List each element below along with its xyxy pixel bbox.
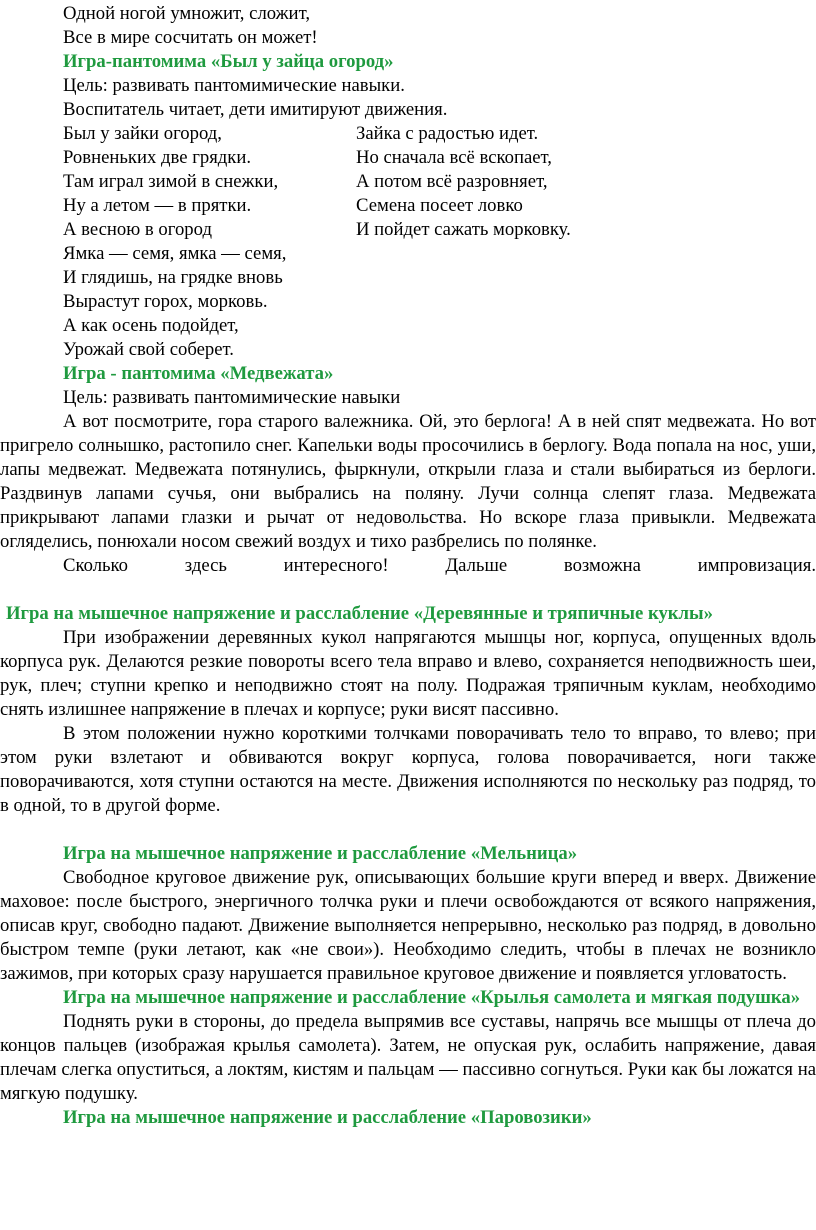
intro-text: Воспитатель читает, дети имитируют движения. [63,99,448,120]
poem-row [0,146,816,170]
poem-right: Но сначала всё вскопает, [356,147,552,168]
poem-left: А весною в огород [63,219,212,240]
poem-line: И глядишь, на грядке вновь [63,267,283,288]
body-paragraph: В этом положении нужно короткими толчками поворачивать тело то вправо, то влево; при этом руки взлетают и обвиваются вокруг корпуса, голова поворачивается, ноги также поворачиваются, хотя ступни остаются на месте. Движения исполняются по нескольку раз подряд, то в одной, то в другой форме. [0,723,816,816]
poem-left: Был у зайки огород, [63,123,222,144]
poem-left: Ровненьких две грядки. [63,147,252,168]
poem-line: Одной ногой умножит, сложит, [63,3,310,24]
body-paragraph: Свободное круговое движение рук, описывающих большие круги вперед и вверх. Движение маховое: после быстрого, энергичного толчка руки и плечи освобождаются от всякого напряжения, описав круг, свободно падают. Движение выполняется непрерывно, несколько раз подряд, в довольно быстром темпе (руки летают, как «не свои»). Необходимо следить, чтобы в плечах не возникло зажимов, при которых сразу нарушается правильное круговое движение и появляется угловатость. [0,867,816,984]
poem-row [0,194,816,218]
poem-right: Семена посеет ловко [356,195,523,216]
section-heading: Игра на мышечное напряжение и расслабление «Мельница» [63,843,578,864]
poem-right: И пойдет сажать морковку. [356,219,571,240]
poem-row [0,170,816,194]
body-paragraph: А вот посмотрите, гора старого валежника. Ой, это берлога! А в ней спят медвежата. Но вот пригрело солнышко, растопило снег. Капельки воды просочились в берлогу. Вода попала на нос, уши, лапы медвежат. Медвежата потянулись, фыркнули, открыли глаза и стали выбираться из берлоги. Раздвинув лапами сучья, они выбрались на поляну. Лучи солнца слепят глаза. Медвежата прикрывают лапами глазки и рычат от недовольства. Но вскоре глаза привыкли. Медвежата огляделись, понюхали носом свежий воздух и тихо разбрелись по полянке. [0,411,816,552]
goal-text: Цель: развивать пантомимические навыки. [63,75,405,96]
poem-row [0,122,816,146]
section-heading: Игра-пантомима «Был у зайца огород» [63,51,394,72]
poem-line: Урожай свой соберет. [63,339,234,360]
section-heading: Игра на мышечное напряжение и расслабление «Паровозики» [63,1107,592,1128]
poem-line: Ямка — семя, ямка — семя, [63,243,287,264]
poem-left: Ну а летом — в прятки. [63,195,252,216]
poem-line: А как осень подойдет, [63,315,239,336]
goal-text: Цель: развивать пантомимические навыки [63,387,401,408]
body-paragraph: Поднять руки в стороны, до предела выпрямив все суставы, напрячь все мышцы от плеча до концов пальцев (изображая крылья самолета). Затем, не опуская рук, ослабить напряжение, давая плечам слегка опуститься, а локтям, кистям и пальцам — пассивно согнуться. Руки как бы ложатся на мягкую подушку. [0,1011,816,1104]
body-paragraph: При изображении деревянных кукол напрягаются мышцы ног, корпуса, опущенных вдоль корпуса рук. Делаются резкие повороты всего тела вправо и влево, сохраняется неподвижность шеи, рук, плеч; ступни крепко и неподвижно стоят на полу. Подражая тряпичным куклам, необходимо снять излишнее напряжение в плечах и корпусе; руки висят пассивно. [0,627,816,720]
poem-right: Зайка с радостью идет. [356,123,539,144]
section-heading: Игра - пантомима «Медвежата» [63,363,334,384]
poem-line: Все в мире сосчитать он может! [63,27,318,48]
poem-line: Вырастут горох, морковь. [63,291,268,312]
poem-right: А потом всё разровняет, [356,171,548,192]
document-page [0,2,816,1130]
body-paragraph: Сколько здесь интересного! Дальше возможна импровизация. [63,555,816,576]
section-heading: Игра на мышечное напряжение и расслабление «Крылья самолета и мягкая подушка» [63,987,801,1008]
section-heading: Игра на мышечное напряжение и расслабление «Деревянные и тряпичные куклы» [6,603,713,624]
poem-row [0,218,816,242]
poem-left: Там играл зимой в снежки, [63,171,279,192]
